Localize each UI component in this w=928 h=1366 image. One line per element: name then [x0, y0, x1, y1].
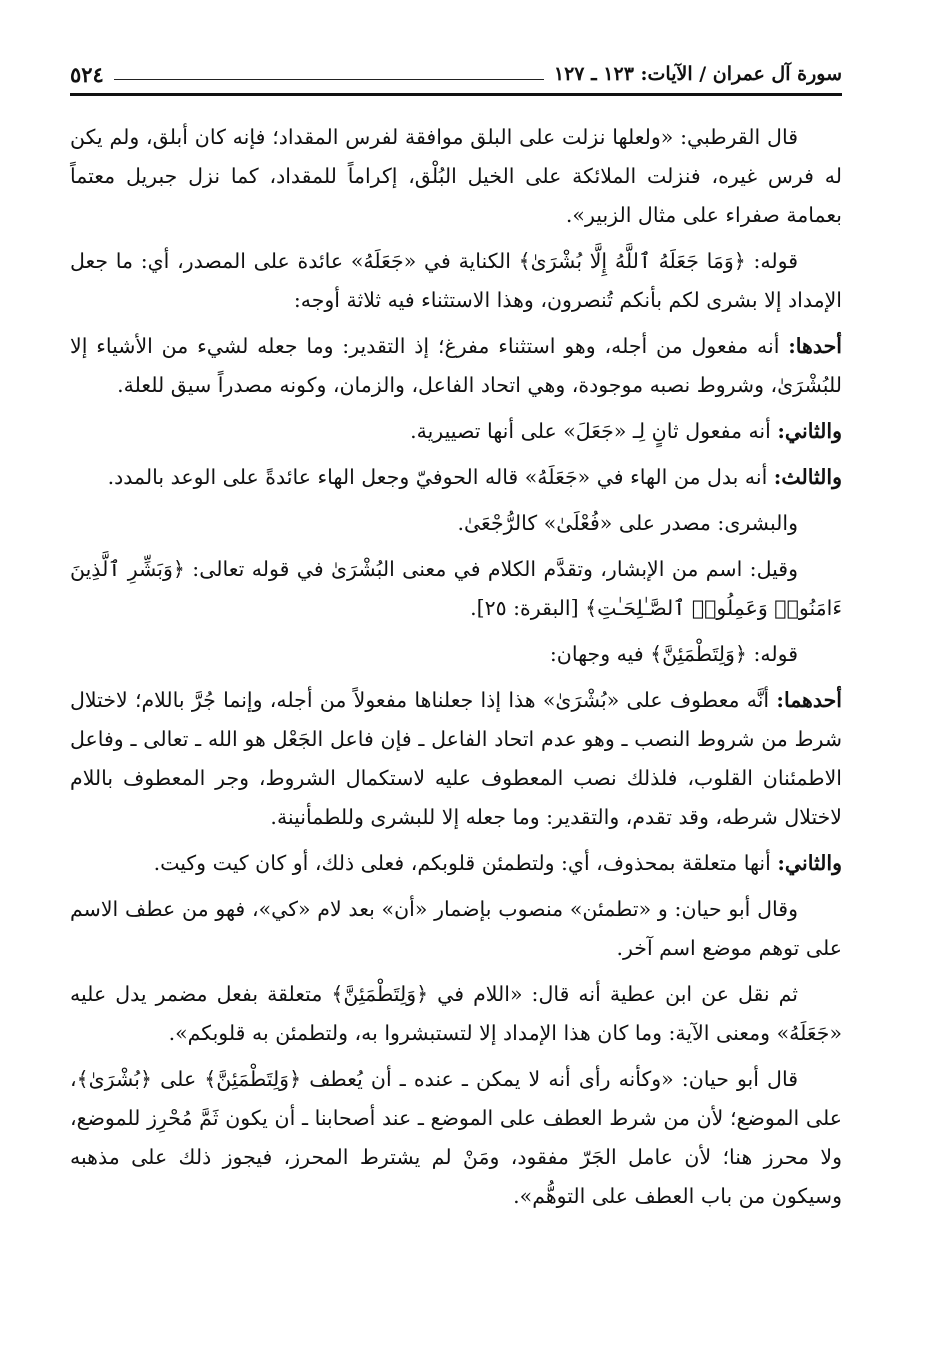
paragraph-abu-hayyan-conclusion: قال أبو حيان: «وكأنه رأى أنه لا يمكن ـ عنده ـ أن يُعطف ﴿وَلِتَطْمَئِنَّ﴾ على ﴿بُشْرَىٰ﴾، على الموضع؛ لأن من شرط العطف على الموضع ـ عند أصحابنا ـ أن يكون ثَمَّ مُحْرِز للموضع، ولا محرز هنا؛ لأن عامل الجَرّ مفقود، ومَنْ لم يشترط المحرز، فيجوز ذلك على مذهبه وسيكون من باب العطف على التوهُّم». [70, 1067, 842, 1208]
running-title: سورة آل عمران / الآيات: ١٢٣ ـ ١٢٧ [553, 63, 842, 85]
header-rule [70, 93, 842, 96]
paragraph-ibn-atiyya: ثم نقل عن ابن عطية أنه قال: «اللام في ﴿وَلِتَطْمَئِنَّ﴾ متعلقة بفعل مضمر يدل عليه «جَعَلَهُ» ومعنى الآية: وما كان هذا الإمداد إلا لتستبشروا به، ولتطمئن به قلوبكم». [70, 982, 842, 1045]
paragraph-verse-commentary: قوله: ﴿وَمَا جَعَلَهُ ٱللَّهُ إِلَّا بُشْرَىٰ﴾ الكناية في «جَعَلَهُ» عائدة على المصدر، أي: ما جعل الإمداد إلا بشرى لكم بأنكم تُنصرون، وهذا الاستثناء فيه ثلاثة أوجه: [70, 249, 842, 312]
paragraph-third-aspect: والثالث: أنه بدل من الهاء في «جَعَلَهُ» قاله الحوفيّ وجعل الهاء عائدةً على الوعد بالمدد. [107, 465, 842, 489]
view-label: والثاني: [777, 851, 842, 875]
paragraph-qurtubi-quote: قال القرطبي: «ولعلها نزلت على البلق موافقة لفرس المقداد؛ فإنه كان أبلق، ولم يكن له فرس غيره، فنزلت الملائكة على الخيل البُلْق، إكراماً للمقداد، كما نزل جبريل معتماً بعمامة صفراء على مثال الزبير». [70, 125, 842, 227]
aspect-label: والثالث: [773, 465, 842, 489]
header-leader-line [114, 79, 544, 80]
page-number: ٥٢٤ [70, 61, 104, 87]
running-header [70, 58, 842, 90]
paragraph-bushra-form: والبشرى: مصدر على «فُعْلَىٰ» كالرُّجْعَىٰ. [457, 511, 798, 535]
paragraph-ibshar: وقيل: اسم من الإبشار، وتقدَّم الكلام في معنى البُشْرَىٰ في قوله تعالى: ﴿وَبَشِّرِ ٱلَّذِينَ ءَامَنُوا۟ وَعَمِلُوا۟ ٱلصَّـٰلِحَـٰتِ﴾ [البقرة: ٢٥]. [70, 557, 842, 620]
paragraph-first-view: أحدهما: أنَّه معطوف على «بُشْرَىٰ» هذا إذا جعلناها مفعولاً من أجله، وإنما جُرَّ باللام؛ لاختلال شرط من شروط النصب ـ وهو عدم اتحاد الفاعل ـ فإن فاعل الجَعْل هو الله ـ تعالى ـ وفاعل الاطمئنان القلوب، فلذلك نصب المعطوف عليه لاستكمال الشروط، وجر المعطوف باللام لاختلال شرطه، وقد تقدم، والتقدير: وما جعله إلا للبشرى وللطمأنينة. [70, 688, 842, 829]
paragraph-abu-hayyan: وقال أبو حيان: و «تطمئن» منصوب بإضمار «أن» بعد لام «كي»، فهو من عطف الاسم على توهم موضع اسم آخر. [70, 897, 842, 960]
paragraph-second-aspect: والثاني: أنه مفعول ثانٍ لِـ «جَعَلَ» على أنها تصييرية. [410, 419, 842, 443]
aspect-label: والثاني: [777, 419, 842, 443]
page-body [70, 118, 842, 1223]
aspect-label: أحدها: [788, 334, 842, 358]
book-page [70, 0, 842, 1366]
paragraph-first-aspect: أحدها: أنه مفعول من أجله، وهو استثناء مفرغ؛ إذ التقدير: وما جعله لشيء من الأشياء إلا للبُشْرَىٰ، وشروط نصبه موجودة، وهي اتحاد الفاعل، والزمان، وكونه مصدراً سيق للعلة. [70, 334, 842, 397]
view-label: أحدهما: [776, 688, 842, 712]
paragraph-second-view: والثاني: أنها متعلقة بمحذوف، أي: ولتطمئن قلوبكم، فعلى ذلك، أو كان كيت وكيت. [153, 851, 842, 875]
paragraph-litatmainna: قوله: ﴿وَلِتَطْمَئِنَّ﴾ فيه وجهان: [549, 642, 798, 666]
